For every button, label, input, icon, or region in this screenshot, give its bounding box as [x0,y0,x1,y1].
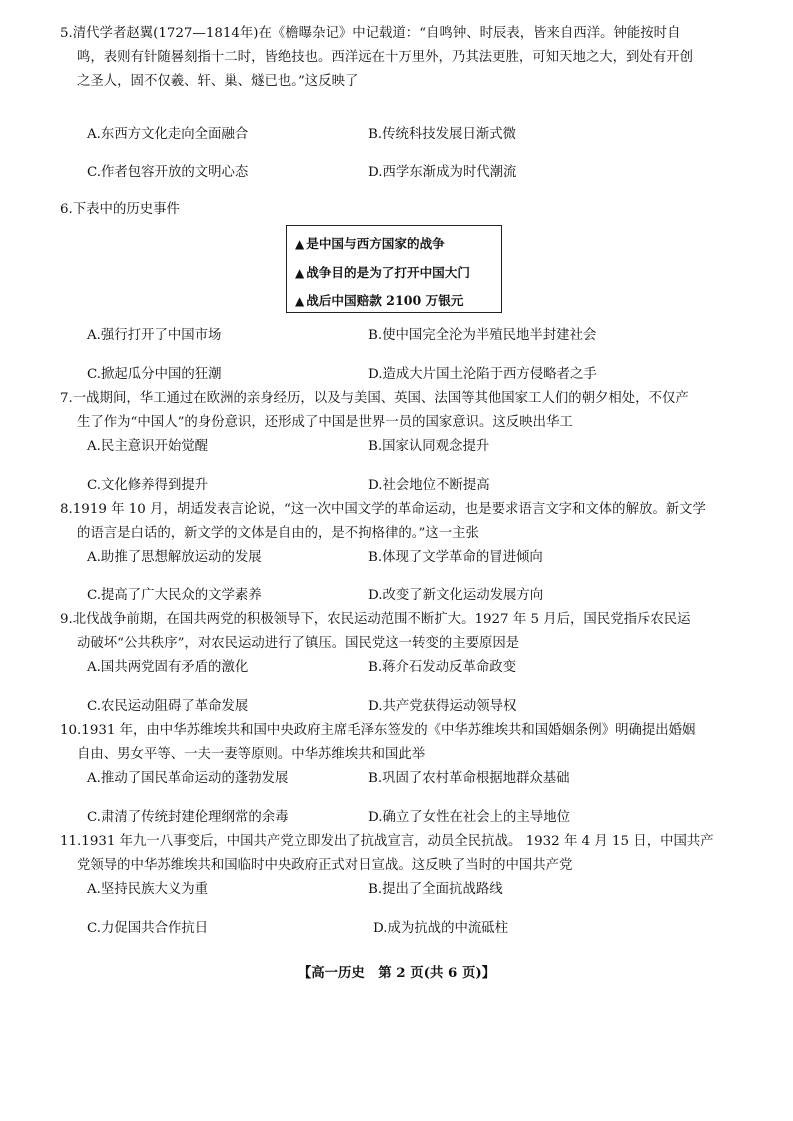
option-d: D.造成大片国土沦陷于西方侵略者之手 [368,367,597,382]
option-a: A.坚持民族大义为重 [87,882,209,897]
question-5-stem: 5.清代学者赵翼(1727—1814年)在《檐曝杂记》中记载道：“自鸣钟、时辰表，皆来自西洋。钟能按时自 鸣，表则有针随晷刻指十二时，皆绝技也。西洋远在十万里外，乃其法更胜，可知天地之大，到处有开创 之圣人，固不仅羲、轩、巢、燧已也。”这反映了 [60,26,693,89]
option-a: A.东西方文化走向全面融合 [87,127,249,142]
option-d: D.共产党获得运动领导权 [368,699,517,714]
event-table [286,225,502,313]
option-d: D.西学东渐成为时代潮流 [368,165,517,180]
option-c: C.力促国共合作抗日 [87,921,209,936]
option-d: D.社会地位不断提高 [368,478,490,493]
question-number: 10. [60,723,82,738]
option-c: C.提高了广大民众的文学素养 [87,588,262,603]
question-11-stem: 11.1931 年九一八事变后，中国共产党立即发出了抗战宣言，动员全民抗战。 1932 年 4 月 15 日，中国共产 党领导的中华苏维埃共和国临时中央政府正式对日宣战。这反映了当时的中国共产党 [60,834,714,873]
question-number: 5. [60,26,73,41]
option-b: B.体现了文学革命的冒进倾向 [368,550,543,565]
question-number: 6. [60,202,73,217]
question-6-stem: 6.下表中的历史事件 [60,202,180,217]
triangle-icon: ▲ [295,237,305,251]
option-a: A.国共两党固有矛盾的激化 [87,660,249,675]
option-c: C.掀起瓜分中国的狂潮 [87,367,222,382]
triangle-icon: ▲ [295,294,305,308]
question-7-stem: 7.一战期间，华工通过在欧洲的亲身经历，以及与美国、英国、法国等其他国家工人们的朝夕相处，不仅产 生了作为“中国人”的身份意识，还形成了中国是世界一员的国家意识。这反映出华工 [60,391,689,430]
option-c: C.农民运动阻碍了革命发展 [87,699,249,714]
option-c: C.文化修养得到提升 [87,478,209,493]
option-b: B.提出了全面抗战路线 [368,882,503,897]
table-row: ▲ 是中国与西方国家的战争 [295,236,445,251]
option-d: D.确立了女性在社会上的主导地位 [368,810,570,825]
question-8-stem: 8.1919 年 10 月，胡适发表言论说，“这一次中国文学的革命运动，也是要求语言文字和文体的解放。新文学 的语言是白话的，新文学的文体是自由的，是不拘格律的。”这一主张 [60,502,706,541]
option-a: A.民主意识开始觉醒 [87,439,209,454]
question-10-stem: 10.1931 年，由中华苏维埃共和国中央政府主席毛泽东签发的《中华苏维埃共和国婚姻条例》明确提出婚姻 自由、男女平等、一夫一妻等原则。中华苏维埃共和国此举 [60,723,696,762]
table-row: ▲ 战争目的是为了打开中国大门 [295,264,470,280]
table-row: ▲ 战后中国赔款 2100 万银元 [295,293,464,308]
question-number: 7. [60,391,73,406]
option-a: A.助推了思想解放运动的发展 [87,550,262,565]
option-c: C.作者包容开放的文明心态 [87,165,249,180]
option-b: B.巩固了农村革命根据地群众基础 [368,771,570,786]
option-d: D.成为抗战的中流砥柱 [373,921,509,936]
option-b: B.传统科技发展日渐式微 [368,127,517,142]
triangle-icon: ▲ [295,265,305,280]
option-b: B.使中国完全沦为半殖民地半封建社会 [368,328,597,343]
option-a: A.推动了国民革命运动的蓬勃发展 [87,771,289,786]
option-a: A.强行打开了中国市场 [87,328,222,343]
question-number: 11. [60,834,82,849]
option-b: B.国家认同观念提升 [368,439,490,454]
option-d: D.改变了新文化运动发展方向 [368,588,544,603]
option-b: B.蒋介石发动反革命政变 [368,660,517,675]
question-number: 8. [60,502,73,517]
question-number: 9. [60,612,73,627]
question-9-stem: 9.北伐战争前期，在国共两党的积极领导下，农民运动范围不断扩大。1927 年 5 月后，国民党指斥农民运 动破坏“公共秩序”，对农民运动进行了镇压。国民党这一转变的主要原因是 [60,612,691,651]
option-c: C.肃清了传统封建伦理纲常的余毒 [87,810,289,825]
page-footer: 【高一历史 第 2 页(共 6 页)】 [297,965,496,981]
